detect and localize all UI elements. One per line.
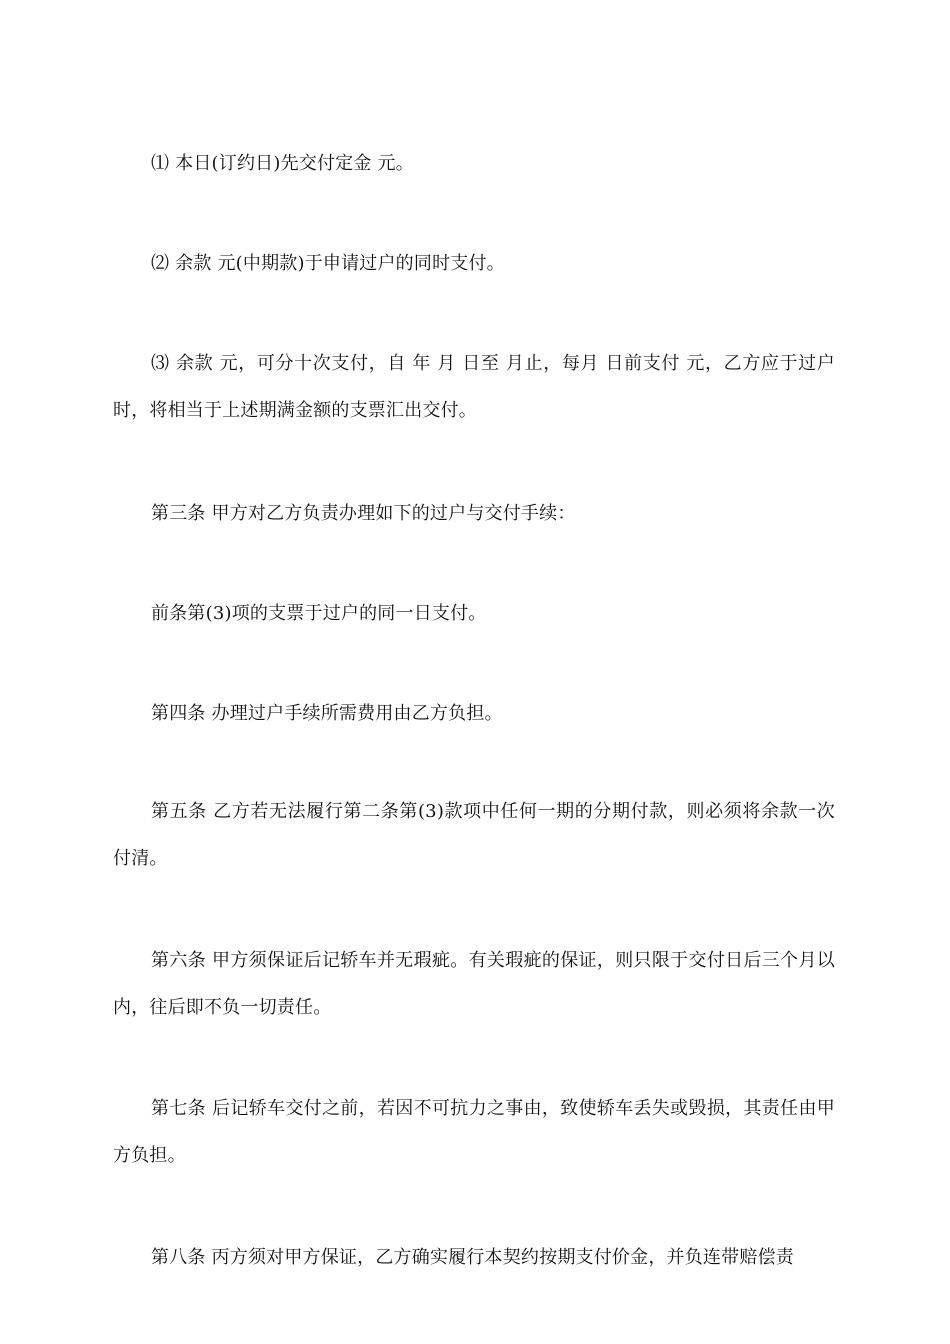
article-4: 第四条 办理过户手续所需费用由乙方负担。 (151, 703, 503, 724)
article-7: 第七条 后记轿车交付之前，若因不可抗力之事由，致使轿车丢失或毁损，其责任由甲方负担。 (113, 1098, 835, 1166)
payment-clause-2: ⑵ 余款 元(中期款)于申请过户的同时支付。 (151, 253, 505, 274)
article-6: 第六条 甲方须保证后记轿车并无瑕疵。有关瑕疵的保证，则只限于交付日后三个月以内，往后即不负一切责任。 (113, 950, 835, 1018)
article-3-detail: 前条第(3)项的支票于过户的同一日支付。 (151, 603, 487, 624)
article-5: 第五条 乙方若无法履行第二条第(3)款项中任何一期的分期付款，则必须将余款一次付清。 (113, 801, 835, 869)
payment-clause-1: ⑴ 本日(订约日)先交付定金 元。 (151, 153, 414, 174)
article-3: 第三条 甲方对乙方负责办理如下的过户与交付手续： (151, 503, 576, 524)
article-8: 第八条 丙方须对甲方保证，乙方确实履行本契约按期支付价金，并负连带赔偿责 (151, 1247, 794, 1268)
payment-clause-3: ⑶ 余款 元，可分十次支付，自 年 月 日至 月止，每月 日前支付 元，乙方应于过户时，将相当于上述期满金额的支票汇出交付。 (113, 353, 835, 421)
